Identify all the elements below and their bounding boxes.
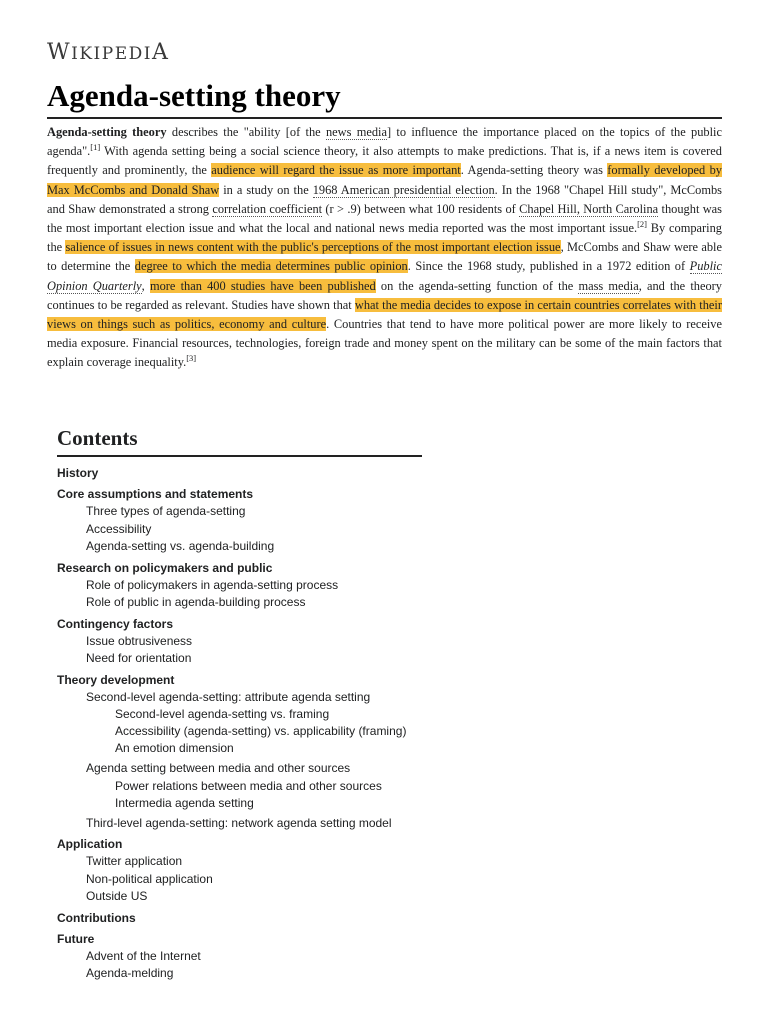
lead-text: thought was the most important election issue and what the local and national news media reported was the most important issue. bbox=[47, 201, 722, 236]
highlighted-text: formally developed by Max McCombs and Donald Shaw bbox=[47, 163, 722, 197]
toc-subsubitem[interactable]: Power relations between media and other sources bbox=[115, 778, 382, 793]
article-link[interactable]: Public Opinion Quarterly bbox=[47, 259, 722, 293]
toc-list bbox=[57, 465, 422, 983]
toc-subsubitem[interactable]: Intermedia agenda setting bbox=[115, 795, 254, 810]
toc-subsubitem[interactable]: An emotion dimension bbox=[115, 741, 234, 755]
highlighted-text: degree to which the media determines public opinion bbox=[134, 259, 408, 274]
toc-item[interactable]: Core assumptions and statements bbox=[57, 487, 254, 501]
highlighted-text: salience of issues in news content with the public's perceptions of the most important election issue bbox=[65, 240, 561, 255]
lead-text: . Since the 1968 study, published in a 1972 edition of bbox=[407, 259, 690, 274]
article-link[interactable]: mass media bbox=[578, 278, 639, 293]
toc-item[interactable]: Theory development bbox=[57, 672, 175, 687]
toc-item[interactable]: History bbox=[57, 466, 99, 480]
toc-subitem[interactable]: Third-level agenda-setting: network agenda setting model bbox=[86, 815, 392, 830]
table-of-contents bbox=[57, 426, 422, 983]
wikipedia-wordmark[interactable]: WIKIPEDIA bbox=[47, 40, 170, 65]
article-link[interactable]: correlation coefficient bbox=[212, 201, 323, 216]
lead-text: . Countries that tend to have more political power are more likely to receive media exposure. Financial resources, technologies, foreign trade and money spent on the military can be some of the main factors that explain coverage inequality. bbox=[47, 317, 722, 370]
toc-subitem[interactable]: Agenda-setting vs. agenda-building bbox=[86, 539, 275, 553]
lead-text: (r > .9) between what 100 residents of bbox=[322, 201, 520, 216]
toc-title: Contents bbox=[57, 426, 422, 457]
lead-text: , McCombs and Shaw were able to determine the bbox=[47, 240, 722, 274]
lead-text: With agenda setting being a social science theory, it also attempts to make predictions. That is, if a news item is covered frequently and prominently, the bbox=[47, 144, 722, 178]
citation-link[interactable]: [3] bbox=[186, 353, 197, 364]
lead-text: in a study on the bbox=[219, 182, 313, 197]
article-link[interactable]: 1968 American presidential election bbox=[312, 182, 495, 197]
toc-subitem[interactable]: Three types of agenda-setting bbox=[86, 504, 246, 518]
highlighted-text: audience will regard the issue as more important bbox=[211, 163, 461, 178]
lead-text: describes the "ability [of the bbox=[166, 125, 326, 139]
highlighted-text: what the media decides to expose in certain countries correlates with their views on things such as politics, economy and culture bbox=[47, 297, 722, 332]
toc-subitem[interactable]: Agenda-melding bbox=[86, 966, 174, 980]
toc-subsubitem[interactable]: Second-level agenda-setting vs. framing bbox=[115, 707, 330, 721]
article-link[interactable]: news media bbox=[325, 125, 387, 139]
toc-subitem[interactable]: Need for orientation bbox=[86, 651, 192, 665]
toc-subitem[interactable]: Non-political application bbox=[86, 871, 213, 886]
toc-subitem[interactable]: Accessibility bbox=[86, 521, 152, 536]
title-divider bbox=[47, 117, 722, 119]
toc-item[interactable]: Application bbox=[57, 837, 123, 851]
page-title: Agenda-setting theory bbox=[47, 78, 341, 113]
toc-item[interactable]: Contributions bbox=[57, 910, 136, 925]
article-link[interactable]: Chapel Hill, North Carolina bbox=[519, 201, 659, 216]
toc-subitem[interactable]: Outside US bbox=[86, 889, 148, 903]
toc-item[interactable]: Future bbox=[57, 931, 95, 946]
toc-subsubitem[interactable]: Accessibility (agenda-setting) vs. applicability (framing) bbox=[115, 724, 407, 738]
lead-bold-term: Agenda-setting theory bbox=[47, 125, 167, 139]
toc-subitem[interactable]: Role of public in agenda-building process bbox=[86, 595, 306, 609]
lead-text: on the agenda-setting function of the bbox=[375, 278, 579, 293]
lead-text: , and the theory continues to be regarded as relevant. Studies have shown that bbox=[47, 278, 722, 312]
toc-subitem[interactable]: Agenda setting between media and other sources bbox=[86, 761, 351, 775]
citation-link[interactable]: [2] bbox=[637, 218, 647, 229]
lead-text: , bbox=[141, 278, 150, 293]
toc-subitem[interactable]: Second-level agenda-setting: attribute agenda setting bbox=[86, 689, 371, 704]
toc-item[interactable]: Research on policymakers and public bbox=[57, 560, 273, 575]
toc-subitem[interactable]: Issue obtrusiveness bbox=[86, 633, 193, 648]
toc-subitem[interactable]: Role of policymakers in agenda-setting process bbox=[86, 577, 339, 592]
toc-subitem[interactable]: Twitter application bbox=[86, 854, 183, 868]
toc-item[interactable]: Contingency factors bbox=[57, 616, 174, 631]
highlighted-text: more than 400 studies have been published bbox=[149, 278, 376, 293]
citation-link[interactable]: [1] bbox=[90, 142, 101, 153]
lead-text: By comparing the bbox=[47, 221, 722, 255]
lead-text: . Agenda-setting theory was bbox=[460, 163, 608, 178]
lead-text: ] to influence the importance placed on the topics of the public agenda". bbox=[47, 125, 722, 159]
toc-subitem[interactable]: Advent of the Internet bbox=[86, 948, 201, 963]
lead-paragraph bbox=[47, 123, 722, 373]
lead-text: . In the 1968 "Chapel Hill study", McCombs and Shaw demonstrated a strong bbox=[47, 182, 723, 216]
